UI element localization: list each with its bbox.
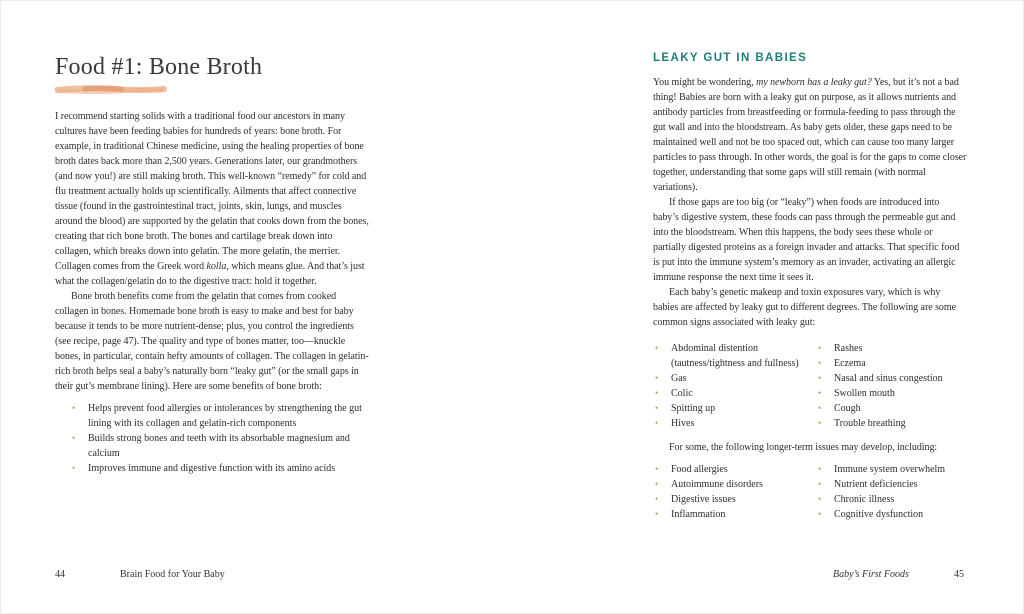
list-item: • Rashes — [816, 341, 967, 356]
list-item: • Gas — [653, 371, 816, 386]
list-item: • Spitting up — [653, 401, 816, 416]
list-item: • Eczema — [816, 356, 967, 371]
list-item: • Trouble breathing — [816, 416, 967, 431]
issues-column-1 — [653, 462, 816, 522]
list-item: • Food allergies — [653, 462, 816, 477]
signs-column-2 — [816, 341, 967, 431]
list-item: • Cough — [816, 401, 967, 416]
bone-broth-benefits-list — [55, 401, 369, 476]
list-item: • Nutrient deficiencies — [816, 477, 967, 492]
longer-term-issues-list — [653, 462, 967, 522]
signs-column-1 — [653, 341, 816, 431]
running-head-left: Brain Food for Your Baby — [120, 569, 225, 580]
list-item: • Builds strong bones and teeth with its absorbable magnesium and calcium — [72, 431, 369, 461]
page-title: Food #1: Bone Broth — [55, 54, 263, 80]
list-item: • Chronic illness — [816, 492, 967, 507]
list-item: • Digestive issues — [653, 492, 816, 507]
left-page — [55, 54, 369, 476]
paragraph: You might be wondering, my newborn has a leaky gut? Yes, but it’s not a bad thing! Babies are born with a leaky gut on purpose, as it allows nutrients and antibody particles from breastfeeding or formula-feeding to pass through the gut wall and into the bloodstream. As baby gets older, these gaps need to be maintained well and not be too spaced out, which can cause too many larger particles to pass through. In other words, the goal is for the gaps to come closer together, understanding that some gaps will still remain (with normal variations). — [653, 77, 967, 193]
list-item: • Autoimmune disorders — [653, 477, 816, 492]
issues-column-2 — [816, 462, 967, 522]
paragraph: If those gaps are too big (or “leaky”) when foods are introduced into baby’s digestive system, these foods can pass through the permeable gut and into the bloodstream. When this happens, the body sees these whole or partially digested proteins as a foreign invader and attacks. That specific food is put into the immune system’s memory as an invader, activating an allergic immune response the next time it sees it. — [653, 197, 960, 283]
list-item: • Helps prevent food allergies or intolerances by strengthening the gut lining with its collagen and gelatin-rich components — [72, 401, 369, 431]
page-number-right: 45 — [954, 569, 964, 580]
paragraph: For some, the following longer-term issues may develop, including: — [669, 442, 938, 453]
right-page — [653, 52, 967, 522]
page-number-left: 44 — [55, 569, 65, 580]
leaky-gut-signs-list — [653, 341, 967, 431]
list-item: • Immune system overwhelm — [816, 462, 967, 477]
paragraph: Each baby’s genetic makeup and toxin exposures vary, which is why babies are affected by leaky gut to different degrees. The following are some common signs associated with leaky gut: — [653, 287, 956, 328]
paragraph: I recommend starting solids with a traditional food our ancestors in many cultures have been feeding babies for hundreds of years: bone broth. For example, in traditional Chinese medicine, using the healing properties of bone broth dates back more than 2,500 years. Generations later, our grandmothers (and now you!) are still making broth. This well-known “remedy” for cold and flu treatment actually holds up scientifically. Ailments that affect connective tissue (found in the gastrointestinal tract, joints, skin, lungs, and muscles around the blood) are supported by the gelatin that cooks down from the bones, creating that rich bone broth. The bones and cartilage break down into collagen, which breaks down into gelatin. The more gelatin, the merrier. Collagen comes from the Greek word kolla, which means glue. And that’s just what the collagen/gelatin do to the digestive tract: hold it together. — [55, 111, 369, 287]
running-head-right: Baby’s First Foods — [833, 569, 909, 580]
section-heading: LEAKY GUT IN BABIES — [653, 52, 808, 64]
list-item: • Inflammation — [653, 507, 816, 522]
list-item: • Cognitive dysfunction — [816, 507, 967, 522]
list-item: • Nasal and sinus congestion — [816, 371, 967, 386]
brush-stroke-icon — [55, 83, 167, 96]
list-item: • Colic — [653, 386, 816, 401]
list-item: • Hives — [653, 416, 816, 431]
list-item: • Improves immune and digestive function with its amino acids — [72, 461, 369, 476]
paragraph: Bone broth benefits come from the gelatin that comes from cooked collagen in bones. Homemade bone broth is easy to make and best for baby because it tends to be more nutrient-dense; plus, you control the ingredients (see recipe, page 47). The quality and type of bones matter, too—knuckle bones, in particular, contain hefty amounts of collagen. The collagen in gelatin-rich broth helps seal a baby’s naturally born “leaky gut” (or the small gaps in their gut’s membrane lining). Here are some benefits of bone broth: — [55, 291, 369, 392]
list-item: • Abdominal distention (tautness/tightness and fullness) — [653, 341, 816, 371]
list-item: • Swollen mouth — [816, 386, 967, 401]
